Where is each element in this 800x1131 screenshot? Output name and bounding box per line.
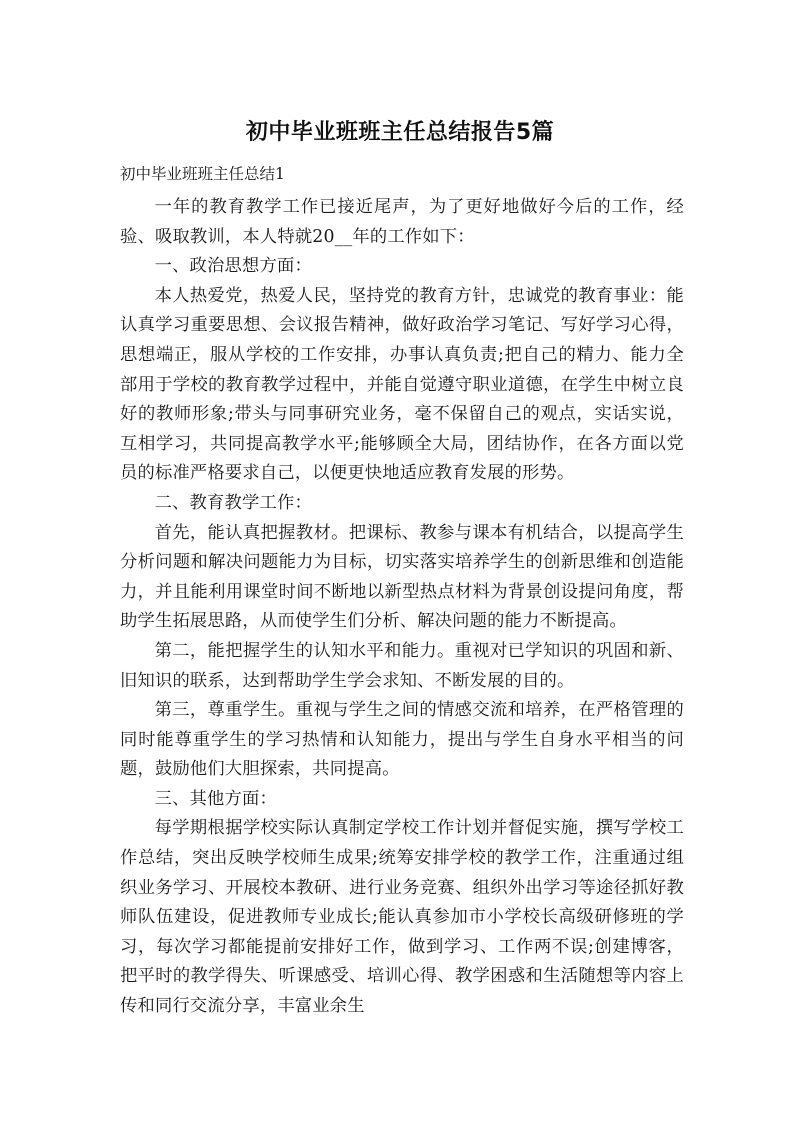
section-subtitle: 初中毕业班班主任总结1 bbox=[120, 165, 285, 183]
paragraph: 本人热爱党，热爱人民，坚持党的教育方针，忠诚党的教育事业：能认真学习重要思想、会议报告精神，做好政治学习笔记、写好学习心得，思想端正，服从学校的工作安排，办事认真负责;把自己的精力、能力全部用于学校的教育教学过程中，并能自觉遵守职业道德，在学生中树立良好的教师形象;带头与同事研究业务，毫不保留自己的观点，实话实说，互相学习，共同提高教学水平;能够顾全大局，团结协作，在各方面以党员的标准严格要求自己，以便更快地适应教育发展的形势。 bbox=[120, 285, 684, 484]
document-body bbox=[120, 193, 684, 1022]
paragraph: 第二，能把握学生的认知水平和能力。重视对已学知识的巩固和新、旧知识的联系，达到帮助学生学会求知、不断发展的目的。 bbox=[120, 640, 684, 691]
paragraph: 首先，能认真把握教材。把课标、教参与课本有机结合，以提高学生分析问题和解决问题能力为目标，切实落实培养学生的创新思维和创造能力，并且能利用课堂时间不断地以新型热点材料为背景创设提问角度，帮助学生拓展思路，从而使学生们分析、解决问题的能力不断提高。 bbox=[120, 522, 684, 632]
section-heading: 三、其他方面： bbox=[154, 788, 277, 809]
document-title: 初中毕业班班主任总结报告5篇 bbox=[245, 120, 555, 145]
paragraph: 每学期根据学校实际认真制定学校工作计划并督促实施，撰写学校工作总结，突出反映学校师生成果;统筹安排学校的教学工作，注重通过组织业务学习、开展校本教研、进行业务竞赛、组织外出学习等途径抓好教师队伍建设，促进教师专业成长;能认真参加市小学校长高级研修班的学习，每次学习都能提前安排好工作，做到学习、工作两不误;创建博客，把平时的教学得失、听课感受、培训心得、教学困惑和生活随想等内容上传和同行交流分享，丰富业余生 bbox=[120, 818, 684, 1017]
paragraph: 第三，尊重学生。重视与学生之间的情感交流和培养，在严格管理的同时能尊重学生的学习热情和认知能力，提出与学生自身水平相当的问题，鼓励他们大胆探索，共同提高。 bbox=[120, 700, 684, 780]
section-heading: 二、教育教学工作： bbox=[154, 492, 312, 513]
section-heading: 一、政治思想方面： bbox=[154, 256, 312, 277]
paragraph: 一年的教育教学工作已接近尾声，为了更好地做好今后的工作，经验、吸取教训，本人特就20__年的工作如下： bbox=[120, 197, 684, 247]
